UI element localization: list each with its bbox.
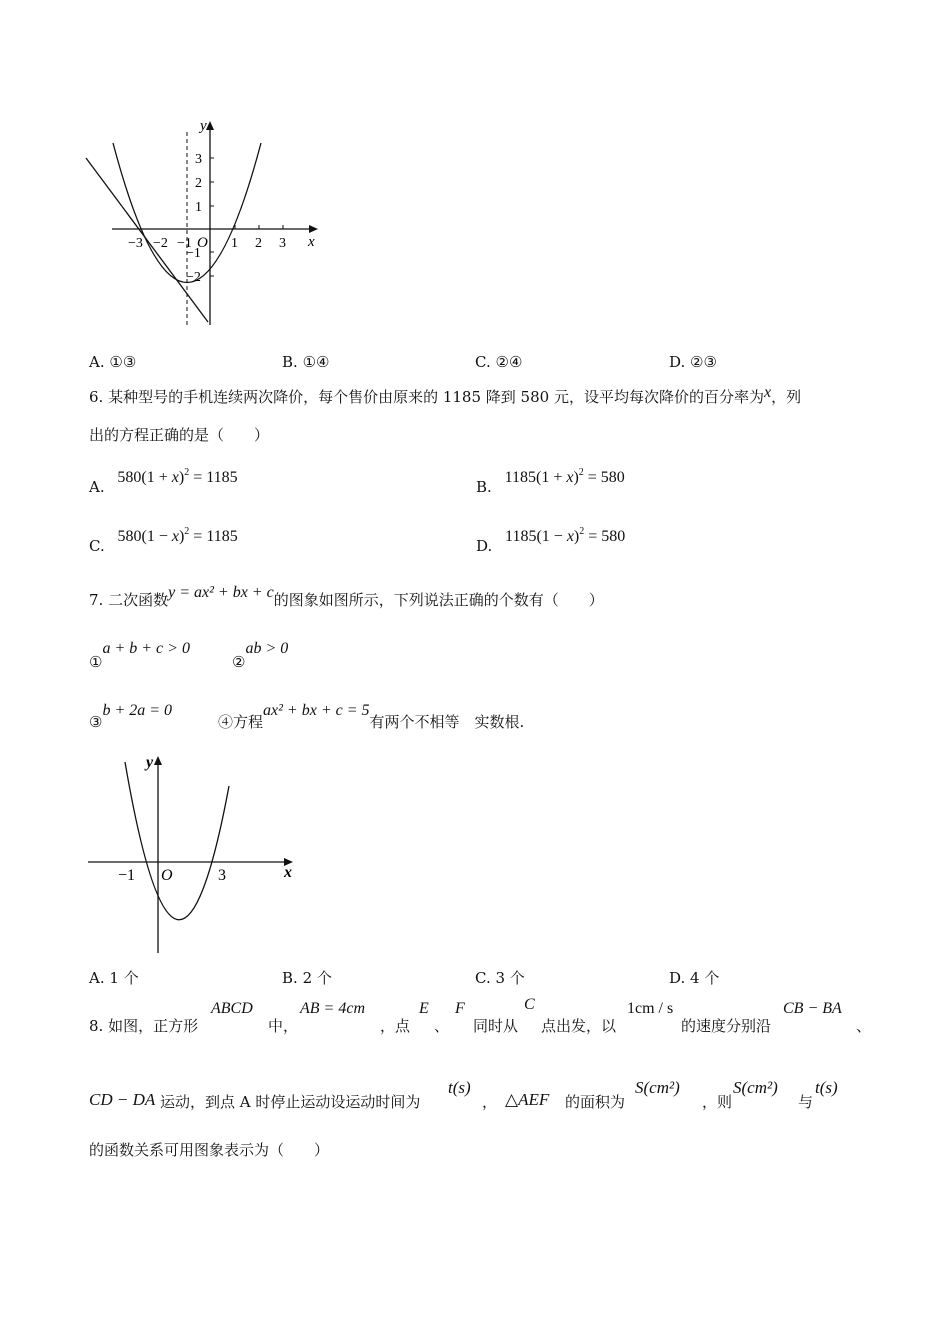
q7-option-a[interactable]: A. 1 个 [89,969,139,987]
q6-option-c[interactable]: C. $580(1 - x)^2 = 1185$ [89,526,238,555]
q6-option-b[interactable]: B. $1185(1 + x)^2 = 580$ [476,467,625,496]
q8-text: 同时从 [473,1017,519,1035]
parabola-2 [125,762,229,920]
q8-text: 的面积为 [565,1093,626,1111]
q7-statement-2: ②ab > 0 [232,640,289,671]
q8-text: 的函数关系可用图象表示为（ ） [89,1141,330,1159]
q6-option-d[interactable]: D. $1185(1 - x)^2 = 580$ [476,526,626,555]
q8-text: 运动，到点 A 时停止运动设运动时间为 [160,1093,421,1111]
q5-option-d[interactable]: D. ②③ [669,353,717,371]
q8-text: 中， [268,1017,299,1035]
q5-option-a[interactable]: A. ①③ [89,353,137,371]
q8-math: ABCD [211,1000,253,1017]
q8-text: ，点 [380,1017,411,1035]
q8-text: 的速度分别沿 [681,1017,772,1035]
x-tick-label: −2 [153,236,168,251]
q8-text: 与 [798,1093,814,1111]
y-tick-label: 3 [195,152,202,167]
q8-math: CD − DA [89,1090,156,1109]
x-tick-label: 3 [218,867,226,884]
q8-math: △AEF [505,1090,550,1109]
q7-statement-1: ①a + b + c > 0 [89,640,190,671]
q6-stem-line1: 6. 某种型号的手机连续两次降价，每个售价由原来的 1185 降到 580 元，设平均每次降价的百分率为x，列 [89,384,802,406]
q8-text: 8. 如图，正方形 [89,1017,199,1035]
q8-math: AB = 4cm [300,1000,365,1017]
graph-2 [80,750,310,960]
x-tick-label: −3 [128,236,143,251]
y-tick-label: −1 [186,246,201,261]
q8-math: S(cm²) [635,1078,680,1097]
x-label: x [308,234,315,250]
x-tick-label: −1 [177,236,192,251]
q7-stem: 7. 二次函数y = ax² + bx + c的图象如图所示，下列说法正确的个数有（ ） [89,584,604,609]
q8-math: S(cm²) [733,1078,778,1097]
y-tick-label: 1 [195,200,202,215]
q7-option-b[interactable]: B. 2 个 [282,969,332,987]
q5-option-c[interactable]: C. ②④ [475,353,523,371]
q8-math: CB − BA [783,1000,842,1017]
x-tick-label: 1 [231,236,238,251]
q6-stem-line2: 出的方程正确的是（ ） [89,426,270,444]
x-axis-arrow [309,225,318,233]
q8-math: t(s) [448,1078,471,1097]
q8-math: C [524,996,535,1013]
q7-option-d[interactable]: D. 4 个 [669,969,720,987]
q8-text: 、 [434,1017,450,1035]
origin-label: O [161,867,173,884]
x-label: x [284,864,292,881]
y-axis-arrow [154,756,162,765]
y-label: y [146,754,154,771]
graph-1 [80,110,330,330]
y-tick-label: −2 [186,270,201,285]
q8-text: 点出发，以 [541,1017,617,1035]
q8-math: t(s) [815,1078,838,1097]
q7-statement-4: ④方程ax² + bx + c = 5有两个不相等 实数根. [218,702,525,731]
q5-option-b[interactable]: B. ①④ [282,353,330,371]
origin-label: O [197,235,208,251]
q8-math: 1cm / s [627,1000,674,1017]
q8-math: F [455,1000,465,1017]
x-tick-label: 3 [279,236,286,251]
q8-text: ，则 [702,1093,733,1111]
q7-statement-3: ③b + 2a = 0 [89,702,173,731]
y-tick-label: 2 [195,176,202,191]
x-tick-label: 2 [255,236,262,251]
q8-math: E [419,1000,429,1017]
y-axis-arrow [206,121,214,130]
q7-option-c[interactable]: C. 3 个 [475,969,525,987]
q8-text: 、 [856,1017,872,1035]
q8-text: ， [482,1093,498,1111]
q6-option-a[interactable]: A. $580(1 + x)^2 = 1185$ [89,467,238,496]
y-label: y [200,118,207,134]
x-tick-label: −1 [118,867,136,884]
